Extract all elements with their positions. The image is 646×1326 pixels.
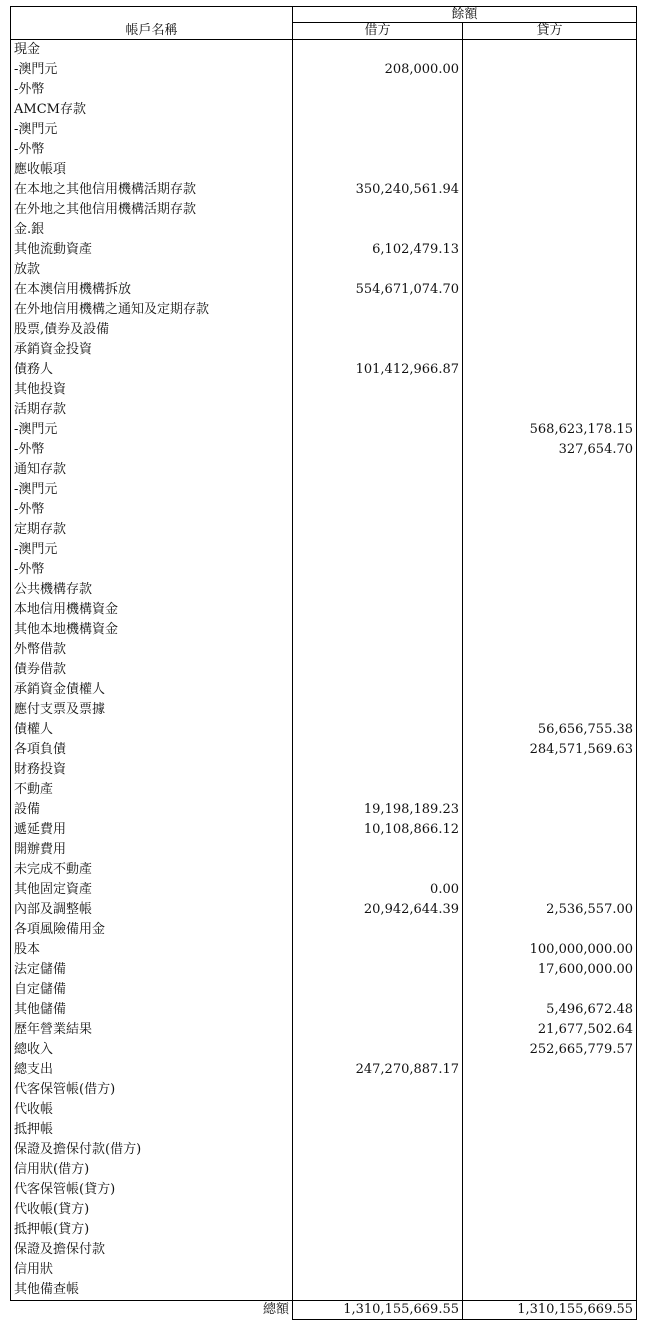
table-row <box>11 540 637 560</box>
account-name-cell: 在本澳信用機構拆放 <box>11 280 293 300</box>
account-name-cell: 總支出 <box>11 1060 293 1080</box>
credit-cell <box>463 840 637 860</box>
account-name-cell: 在本地之其他信用機構活期存款 <box>11 180 293 200</box>
table-row <box>11 740 637 760</box>
debit-cell <box>293 320 463 340</box>
table-row <box>11 460 637 480</box>
account-name-cell: -澳門元 <box>11 60 293 80</box>
debit-cell <box>293 720 463 740</box>
credit-cell <box>463 100 637 120</box>
credit-cell <box>463 860 637 880</box>
credit-cell <box>463 700 637 720</box>
credit-cell: 327,654.70 <box>463 440 637 460</box>
debit-cell: 10,108,866.12 <box>293 820 463 840</box>
account-name-header: 帳戶名稱 <box>11 23 293 40</box>
account-name-cell: 保證及擔保付款 <box>11 1240 293 1260</box>
account-name-cell: 通知存款 <box>11 460 293 480</box>
table-row <box>11 200 637 220</box>
credit-cell <box>463 660 637 680</box>
table-row <box>11 220 637 240</box>
debit-cell <box>293 1140 463 1160</box>
debit-cell <box>293 840 463 860</box>
account-name-cell: -外幣 <box>11 560 293 580</box>
table-row <box>11 840 637 860</box>
trial-balance-table <box>10 6 637 1320</box>
credit-cell <box>463 580 637 600</box>
account-name-cell: 應收帳項 <box>11 160 293 180</box>
debit-cell <box>293 380 463 400</box>
total-row <box>11 1301 637 1320</box>
debit-cell <box>293 580 463 600</box>
account-rows <box>11 40 637 1301</box>
account-name-cell: -澳門元 <box>11 120 293 140</box>
table-row <box>11 800 637 820</box>
debit-cell <box>293 260 463 280</box>
table-row <box>11 760 637 780</box>
debit-cell <box>293 560 463 580</box>
table-row <box>11 960 637 980</box>
table-row <box>11 320 637 340</box>
debit-cell <box>293 1080 463 1100</box>
credit-cell <box>463 920 637 940</box>
table-row <box>11 380 637 400</box>
table-row <box>11 300 637 320</box>
credit-cell <box>463 260 637 280</box>
account-name-cell: 承銷資金投資 <box>11 340 293 360</box>
account-name-cell: 活期存款 <box>11 400 293 420</box>
account-name-cell: 放款 <box>11 260 293 280</box>
credit-cell <box>463 1120 637 1140</box>
credit-cell <box>463 300 637 320</box>
debit-cell <box>293 1160 463 1180</box>
debit-cell <box>293 1220 463 1240</box>
credit-cell <box>463 1080 637 1100</box>
account-name-cell: 總收入 <box>11 1040 293 1060</box>
table-row <box>11 440 637 460</box>
account-name-cell: 債權人 <box>11 720 293 740</box>
credit-cell <box>463 980 637 1000</box>
debit-cell <box>293 460 463 480</box>
table-row <box>11 1100 637 1120</box>
credit-cell <box>463 340 637 360</box>
debit-cell: 208,000.00 <box>293 60 463 80</box>
credit-cell <box>463 520 637 540</box>
debit-cell <box>293 1040 463 1060</box>
credit-cell <box>463 780 637 800</box>
debit-cell: 350,240,561.94 <box>293 180 463 200</box>
debit-cell <box>293 220 463 240</box>
account-name-cell: 信用狀 <box>11 1260 293 1280</box>
debit-cell <box>293 1200 463 1220</box>
credit-cell <box>463 220 637 240</box>
account-name-cell: 應付支票及票據 <box>11 700 293 720</box>
credit-cell <box>463 820 637 840</box>
account-name-cell: AMCM存款 <box>11 100 293 120</box>
credit-cell <box>463 360 637 380</box>
account-name-cell: 外幣借款 <box>11 640 293 660</box>
credit-cell <box>463 1260 637 1280</box>
debit-cell <box>293 1020 463 1040</box>
debit-cell <box>293 300 463 320</box>
table-row <box>11 600 637 620</box>
table-row <box>11 660 637 680</box>
table-row <box>11 1020 637 1040</box>
credit-cell <box>463 1140 637 1160</box>
table-row <box>11 260 637 280</box>
header-spacer <box>11 7 293 23</box>
account-name-cell: 抵押帳 <box>11 1120 293 1140</box>
account-name-cell: 內部及調整帳 <box>11 900 293 920</box>
table-row <box>11 80 637 100</box>
table-row <box>11 620 637 640</box>
credit-cell <box>463 460 637 480</box>
account-name-cell: 其他流動資產 <box>11 240 293 260</box>
credit-cell <box>463 560 637 580</box>
debit-cell <box>293 440 463 460</box>
credit-cell <box>463 1220 637 1240</box>
debit-cell <box>293 540 463 560</box>
account-name-cell: 其他備查帳 <box>11 1280 293 1301</box>
debit-cell <box>293 1240 463 1260</box>
credit-header: 貸方 <box>463 23 637 40</box>
account-name-cell: 遞延費用 <box>11 820 293 840</box>
debit-cell <box>293 1100 463 1120</box>
account-name-cell: 未完成不動產 <box>11 860 293 880</box>
account-name-cell: -澳門元 <box>11 540 293 560</box>
account-name-cell: 法定儲備 <box>11 960 293 980</box>
table-row <box>11 280 637 300</box>
table-row <box>11 1200 637 1220</box>
account-name-cell: 保證及擔保付款(借方) <box>11 1140 293 1160</box>
debit-cell <box>293 680 463 700</box>
debit-cell <box>293 140 463 160</box>
table-row <box>11 920 637 940</box>
account-name-cell: 在外地之其他信用機構活期存款 <box>11 200 293 220</box>
table-row <box>11 1000 637 1020</box>
account-name-cell: -外幣 <box>11 500 293 520</box>
debit-cell <box>293 400 463 420</box>
debit-cell <box>293 940 463 960</box>
table-row <box>11 700 637 720</box>
credit-cell: 5,496,672.48 <box>463 1000 637 1020</box>
table-row <box>11 160 637 180</box>
credit-cell <box>463 880 637 900</box>
credit-cell <box>463 760 637 780</box>
debit-cell <box>293 1260 463 1280</box>
account-name-cell: 各項負債 <box>11 740 293 760</box>
debit-cell <box>293 40 463 61</box>
credit-cell: 17,600,000.00 <box>463 960 637 980</box>
account-name-cell: 代客保管帳(借方) <box>11 1080 293 1100</box>
table-row <box>11 980 637 1000</box>
credit-cell <box>463 380 637 400</box>
credit-cell: 100,000,000.00 <box>463 940 637 960</box>
credit-cell <box>463 600 637 620</box>
account-name-cell: -外幣 <box>11 80 293 100</box>
debit-cell <box>293 660 463 680</box>
debit-cell <box>293 860 463 880</box>
account-name-cell: 設備 <box>11 800 293 820</box>
debit-cell <box>293 480 463 500</box>
table-row <box>11 560 637 580</box>
credit-cell <box>463 1180 637 1200</box>
credit-cell <box>463 640 637 660</box>
debit-cell <box>293 80 463 100</box>
table-row <box>11 780 637 800</box>
table-row <box>11 1260 637 1280</box>
account-name-cell: -外幣 <box>11 440 293 460</box>
credit-cell <box>463 160 637 180</box>
credit-cell <box>463 320 637 340</box>
debit-cell <box>293 1280 463 1301</box>
credit-cell <box>463 240 637 260</box>
table-row <box>11 140 637 160</box>
table-row <box>11 1040 637 1060</box>
account-name-cell: 債務人 <box>11 360 293 380</box>
account-name-cell: 開辦費用 <box>11 840 293 860</box>
credit-cell <box>463 1200 637 1220</box>
table-row <box>11 480 637 500</box>
credit-cell <box>463 800 637 820</box>
credit-cell: 568,623,178.15 <box>463 420 637 440</box>
credit-cell <box>463 1100 637 1120</box>
table-row <box>11 1120 637 1140</box>
debit-cell <box>293 1120 463 1140</box>
account-name-cell: 各項風險備用金 <box>11 920 293 940</box>
credit-cell <box>463 140 637 160</box>
credit-cell <box>463 620 637 640</box>
table-row <box>11 580 637 600</box>
account-name-cell: 本地信用機構資金 <box>11 600 293 620</box>
account-name-cell: 歷年營業結果 <box>11 1020 293 1040</box>
table-row <box>11 820 637 840</box>
debit-cell <box>293 160 463 180</box>
table-row <box>11 1140 637 1160</box>
account-name-cell: 其他固定資產 <box>11 880 293 900</box>
debit-cell <box>293 960 463 980</box>
credit-cell <box>463 180 637 200</box>
credit-cell <box>463 280 637 300</box>
account-name-cell: 財務投資 <box>11 760 293 780</box>
table-row <box>11 860 637 880</box>
credit-cell <box>463 60 637 80</box>
table-row <box>11 640 637 660</box>
table-row <box>11 240 637 260</box>
account-name-cell: 其他本地機構資金 <box>11 620 293 640</box>
debit-cell <box>293 760 463 780</box>
table-row <box>11 1240 637 1260</box>
table-row <box>11 880 637 900</box>
table-row <box>11 360 637 380</box>
table-row <box>11 1060 637 1080</box>
account-name-cell: 其他投資 <box>11 380 293 400</box>
total-debit: 1,310,155,669.55 <box>293 1301 463 1320</box>
table-row <box>11 1180 637 1200</box>
table-row <box>11 420 637 440</box>
debit-cell <box>293 640 463 660</box>
account-name-cell: 現金 <box>11 40 293 61</box>
credit-cell <box>463 120 637 140</box>
total-credit: 1,310,155,669.55 <box>463 1301 637 1320</box>
credit-cell <box>463 200 637 220</box>
credit-cell <box>463 500 637 520</box>
table-row <box>11 100 637 120</box>
table-row <box>11 940 637 960</box>
account-name-cell: 承銷資金債權人 <box>11 680 293 700</box>
debit-cell: 0.00 <box>293 880 463 900</box>
debit-cell <box>293 420 463 440</box>
table-row <box>11 720 637 740</box>
table-row <box>11 180 637 200</box>
debit-cell <box>293 600 463 620</box>
credit-cell: 56,656,755.38 <box>463 720 637 740</box>
table-row <box>11 120 637 140</box>
debit-cell <box>293 920 463 940</box>
table-row <box>11 1080 637 1100</box>
debit-cell: 19,198,189.23 <box>293 800 463 820</box>
table-row <box>11 680 637 700</box>
debit-cell: 6,102,479.13 <box>293 240 463 260</box>
table-row <box>11 340 637 360</box>
debit-cell <box>293 120 463 140</box>
debit-cell: 101,412,966.87 <box>293 360 463 380</box>
account-name-cell: 信用狀(借方) <box>11 1160 293 1180</box>
table-row <box>11 1160 637 1180</box>
credit-cell: 2,536,557.00 <box>463 900 637 920</box>
account-name-cell: 代收帳(貸方) <box>11 1200 293 1220</box>
table-row <box>11 520 637 540</box>
credit-cell <box>463 80 637 100</box>
balance-header: 餘額 <box>293 7 637 23</box>
table-header <box>11 7 637 40</box>
account-name-cell: 定期存款 <box>11 520 293 540</box>
credit-cell <box>463 1060 637 1080</box>
credit-cell <box>463 480 637 500</box>
account-name-cell: 代客保管帳(貸方) <box>11 1180 293 1200</box>
account-name-cell: 債券借款 <box>11 660 293 680</box>
debit-cell <box>293 780 463 800</box>
debit-cell: 554,671,074.70 <box>293 280 463 300</box>
credit-cell <box>463 40 637 61</box>
debit-cell: 20,942,644.39 <box>293 900 463 920</box>
credit-cell <box>463 1160 637 1180</box>
table-row <box>11 60 637 80</box>
total-label: 總額 <box>11 1301 293 1320</box>
debit-cell <box>293 980 463 1000</box>
account-name-cell: 股本 <box>11 940 293 960</box>
account-name-cell: 抵押帳(貸方) <box>11 1220 293 1240</box>
account-name-cell: 金.銀 <box>11 220 293 240</box>
credit-cell <box>463 1280 637 1301</box>
account-name-cell: -外幣 <box>11 140 293 160</box>
account-name-cell: 代收帳 <box>11 1100 293 1120</box>
debit-header: 借方 <box>293 23 463 40</box>
account-name-cell: 其他儲備 <box>11 1000 293 1020</box>
total-section <box>11 1301 637 1320</box>
account-name-cell: 在外地信用機構之通知及定期存款 <box>11 300 293 320</box>
table-row <box>11 900 637 920</box>
table-row <box>11 1220 637 1240</box>
debit-cell <box>293 500 463 520</box>
account-name-cell: -澳門元 <box>11 420 293 440</box>
debit-cell <box>293 520 463 540</box>
table-row <box>11 500 637 520</box>
account-name-cell: -澳門元 <box>11 480 293 500</box>
credit-cell <box>463 680 637 700</box>
debit-cell <box>293 1180 463 1200</box>
credit-cell <box>463 400 637 420</box>
credit-cell: 284,571,569.63 <box>463 740 637 760</box>
debit-cell <box>293 1000 463 1020</box>
debit-cell <box>293 200 463 220</box>
debit-cell <box>293 340 463 360</box>
credit-cell <box>463 540 637 560</box>
account-name-cell: 股票,債券及設備 <box>11 320 293 340</box>
table-row <box>11 1280 637 1301</box>
debit-cell: 247,270,887.17 <box>293 1060 463 1080</box>
debit-cell <box>293 700 463 720</box>
debit-cell <box>293 100 463 120</box>
account-name-cell: 不動產 <box>11 780 293 800</box>
account-name-cell: 公共機構存款 <box>11 580 293 600</box>
credit-cell <box>463 1240 637 1260</box>
account-name-cell: 自定儲備 <box>11 980 293 1000</box>
credit-cell: 252,665,779.57 <box>463 1040 637 1060</box>
credit-cell: 21,677,502.64 <box>463 1020 637 1040</box>
table-row <box>11 400 637 420</box>
debit-cell <box>293 740 463 760</box>
debit-cell <box>293 620 463 640</box>
table-row <box>11 40 637 61</box>
